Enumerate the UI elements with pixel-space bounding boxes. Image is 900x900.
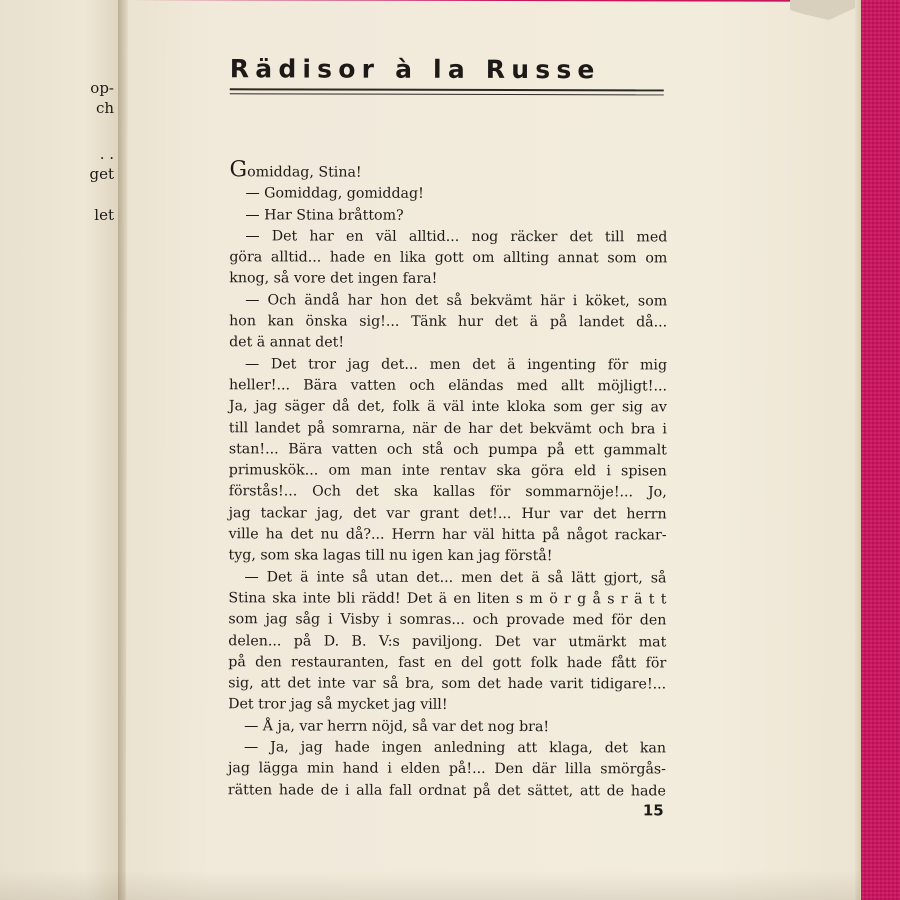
text-line: sig, att det inte var så bra, som det hade varit tidigare!... bbox=[228, 675, 667, 693]
text-line: göra alltid... hade en lika gott om allting annat som om bbox=[229, 249, 668, 267]
text-line: på den restauranten, fast en del gott folk hade fått för bbox=[228, 654, 667, 672]
left-page-fragment: get bbox=[89, 165, 114, 183]
text-line: — Det ä inte så utan det... men det ä så lätt gjort, så bbox=[244, 568, 667, 587]
left-page-fragment: . . bbox=[99, 145, 114, 163]
left-page-fragment: ch bbox=[95, 99, 114, 117]
text-line: hon kan önska sig!... Tänk hur det ä på landet då... bbox=[229, 313, 668, 331]
text-line: till landet på somrarna, när de har det bekvämt och bra i bbox=[228, 419, 667, 437]
text-line: — Har Stina bråttom? bbox=[245, 206, 404, 224]
text-line: jag tackar jag, det var grant det!... Hur var det herrn bbox=[228, 505, 667, 523]
page-title: Rädisor à la Russe bbox=[229, 54, 601, 85]
title-rule bbox=[230, 88, 664, 91]
text-line: rätten hade de i alla fall ordnat på det sättet, att de hade bbox=[227, 781, 666, 800]
text-line: tyg, som ska lagas till nu igen kan jag förstå! bbox=[228, 547, 553, 565]
text-line: — Ja, jag hade ingen anledning att klaga, det kan bbox=[244, 739, 667, 757]
text-line: — Och ändå har hon det så bekvämt här i köket, som bbox=[245, 292, 668, 310]
text-line: Det tror jag så mycket jag vill! bbox=[228, 696, 448, 714]
text-line: primuskök... om man inte rentav ska göra eld i spisen bbox=[228, 462, 667, 480]
title-rule-thin bbox=[230, 93, 664, 95]
left-page bbox=[0, 0, 122, 900]
text-line: jag lägga min hand i elden på!... Den där lilla smörgås- bbox=[227, 760, 667, 778]
page-number: 15 bbox=[642, 801, 664, 820]
right-page bbox=[126, 0, 858, 900]
text-line: Stina ska inte bli rädd! Det ä en liten s m ö r g å s r ä t t bbox=[228, 590, 667, 608]
text-line: — Det har en väl alltid... nog räcker det till med bbox=[245, 228, 668, 246]
text-line: Gomiddag, Stina! bbox=[229, 157, 362, 183]
text-line: förstås!... Och det ska kallas för sommarnöje!... Jo, bbox=[228, 483, 667, 501]
text-line: stan!... Bära vatten och stå och pumpa på ett gammalt bbox=[228, 441, 667, 459]
body-text bbox=[227, 157, 668, 802]
page-shadow bbox=[0, 870, 860, 900]
left-page-fragment: let bbox=[94, 206, 114, 224]
text-line: — Gomiddag, gomiddag! bbox=[245, 185, 424, 203]
text-line: heller!... Bära vatten och eländas med allt möjligt!... bbox=[228, 377, 668, 395]
text-line: ville ha det nu då?... Herrn har väl hitta på något rackar- bbox=[228, 526, 667, 544]
text-line: — Å ja, var herrn nöjd, så var det nog bra! bbox=[244, 718, 550, 735]
left-page-fragment: op- bbox=[90, 79, 114, 97]
drop-initial: G bbox=[229, 157, 248, 183]
text-line: delen... på D. B. V:s paviljong. Det var utmärkt mat bbox=[228, 632, 667, 650]
page-edge bbox=[855, 0, 861, 900]
text-line: som jag såg i Visby i somras... och provade med för den bbox=[228, 611, 667, 629]
text-line: Ja, jag säger då det, folk ä väl inte kloka som ger sig av bbox=[228, 398, 667, 416]
text-line: — Det tror jag det... men det ä ingenting för mig bbox=[245, 355, 668, 374]
text-line: knog, så vore det ingen fara! bbox=[229, 270, 438, 288]
text-line: det ä annat det! bbox=[229, 334, 345, 351]
